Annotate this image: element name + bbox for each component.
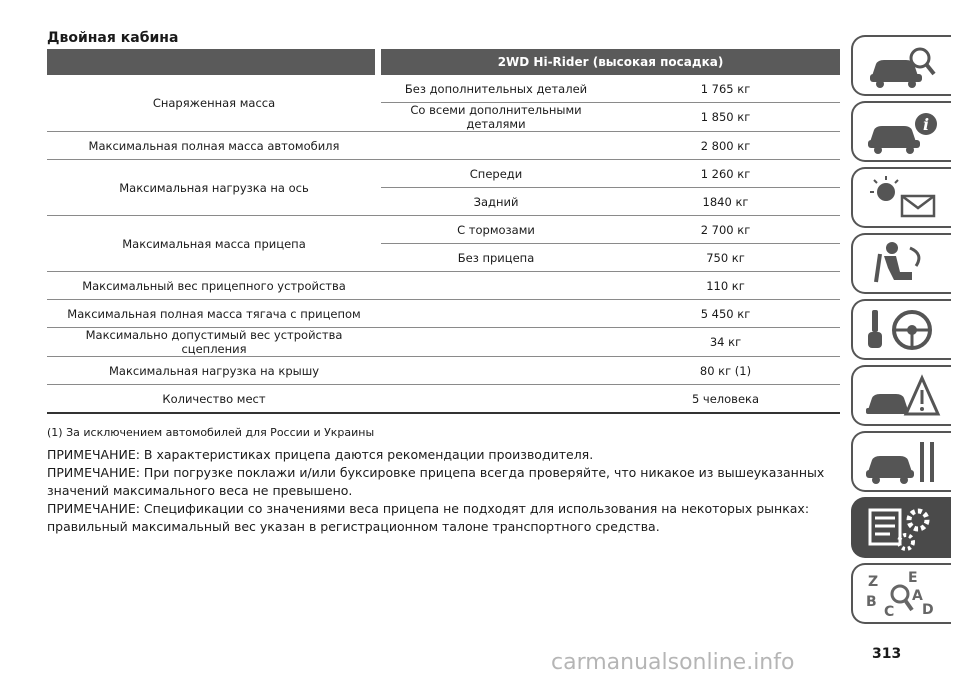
watermark: carmanualsonline.info: [551, 650, 795, 675]
spec-sub-label: [381, 385, 611, 414]
table-row: [47, 385, 840, 414]
specifications-gears-icon: [862, 502, 942, 554]
tab-starting-driving[interactable]: [851, 299, 951, 360]
index-letter-b: B: [866, 593, 877, 610]
table-header-row: [47, 49, 840, 75]
tab-seat-airbag[interactable]: [851, 233, 951, 294]
table-row: [47, 272, 840, 300]
tab-car-info[interactable]: [851, 101, 951, 162]
spec-label: Максимально допустимый вес устройства сцепления: [47, 328, 381, 357]
table-header-blank: [47, 49, 375, 75]
table-row: [47, 357, 840, 385]
table-row: [47, 160, 840, 188]
spec-value: 110 кг: [611, 272, 840, 300]
notes: [47, 446, 842, 536]
svg-text:i: i: [922, 114, 930, 134]
spec-value: 1 260 кг: [611, 160, 840, 188]
index-letter-a: A: [912, 587, 923, 604]
spec-sub-label: С тормозами: [381, 216, 611, 244]
spec-label: Максимальный вес прицепного устройства: [47, 272, 381, 300]
index-letter-z: Z: [868, 573, 879, 590]
spec-value: 80 кг (1): [611, 357, 840, 385]
spec-label: Снаряженная масса: [47, 75, 381, 132]
car-search-icon: [862, 40, 942, 92]
note-3: ПРИМЕЧАНИЕ: Спецификации со значениями веса прицепа не подходят для использования на некоторых рынках: правильный максимальный вес указан в регистрационном талоне транспортного средства.: [47, 501, 810, 534]
spec-label: Максимальная нагрузка на крышу: [47, 357, 381, 385]
chapter-tabs: [851, 35, 951, 629]
spec-sub-label: Спереди: [381, 160, 611, 188]
warning-light-message-icon: [862, 172, 942, 224]
car-service-tools-icon: [862, 436, 942, 488]
spec-value: 1840 кг: [611, 188, 840, 216]
spec-sub-label: Без дополнительных деталей: [381, 75, 611, 103]
seat-airbag-icon: [862, 238, 942, 290]
tab-index[interactable]: [851, 563, 951, 624]
spec-label: Количество мест: [47, 385, 381, 414]
spec-sub-label: Задний: [381, 188, 611, 216]
spec-value: 1 765 кг: [611, 75, 840, 103]
tab-car-search[interactable]: [851, 35, 951, 96]
note-2: ПРИМЕЧАНИЕ: При погрузке поклажи и/или буксировке прицепа всегда проверяйте, что никакое из вышеуказанных значений максимального веса не превышено.: [47, 465, 825, 498]
note-1: ПРИМЕЧАНИЕ: В характеристиках прицепа даются рекомендации производителя.: [47, 447, 594, 462]
spec-sub-label: [381, 132, 611, 160]
footnote: (1) За исключением автомобилей для России и Украины: [47, 426, 375, 439]
table-row: [47, 132, 840, 160]
tab-emergency[interactable]: [851, 365, 951, 426]
table-row: [47, 75, 840, 103]
spec-value: 2 800 кг: [611, 132, 840, 160]
spec-sub-label: [381, 272, 611, 300]
spec-value: 750 кг: [611, 244, 840, 272]
section-title: Двойная кабина: [47, 30, 179, 46]
spec-value: 1 850 кг: [611, 103, 840, 132]
spec-sub-label: [381, 300, 611, 328]
spec-sub-label: Без прицепа: [381, 244, 611, 272]
spec-value: 5 человека: [611, 385, 840, 414]
index-letter-c: C: [884, 603, 895, 620]
table-row: [47, 300, 840, 328]
spec-label: Максимальная полная масса тягача с прицепом: [47, 300, 381, 328]
spec-label: Максимальная нагрузка на ось: [47, 160, 381, 216]
page-number: 313: [868, 646, 905, 662]
index-letter-d: D: [922, 601, 934, 618]
spec-sub-label: [381, 357, 611, 385]
table-body: [47, 75, 840, 413]
table-header-model: 2WD Hi-Rider (высокая посадка): [381, 49, 840, 75]
table-row: [47, 328, 840, 357]
spec-value: 2 700 кг: [611, 216, 840, 244]
alphabetical-index-icon: [862, 568, 942, 620]
spec-value: 5 450 кг: [611, 300, 840, 328]
spec-sub-label: Со всеми дополнительными деталями: [381, 103, 611, 132]
car-accident-warning-icon: [862, 370, 942, 422]
table-row: [47, 216, 840, 244]
spec-value: 34 кг: [611, 328, 840, 357]
tab-maintenance[interactable]: [851, 431, 951, 492]
spec-sub-label: [381, 328, 611, 357]
tab-specifications[interactable]: [851, 497, 951, 558]
car-info-icon: [862, 106, 942, 158]
spec-label: Максимальная полная масса автомобиля: [47, 132, 381, 160]
key-steering-wheel-icon: [862, 304, 942, 356]
index-letter-e: E: [908, 569, 918, 586]
specifications-table: [47, 49, 840, 414]
tab-warning-lights[interactable]: [851, 167, 951, 228]
spec-label: Максимальная масса прицепа: [47, 216, 381, 272]
